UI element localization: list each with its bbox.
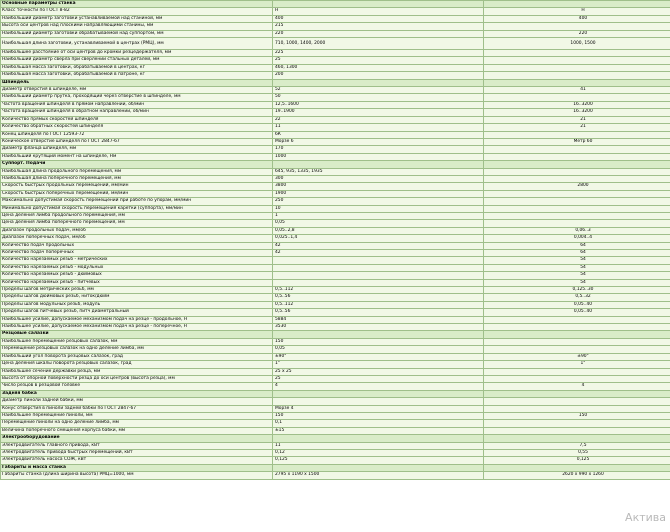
alt-value-cell: 0,05..40 xyxy=(484,309,670,316)
table-row xyxy=(1,38,670,50)
table-row xyxy=(1,30,670,37)
param-name-cell: Наибольшее усилие, допускаемое механизмом подач на резце - продольное, Н xyxy=(1,316,273,323)
value-cell: 2795 х 1190 х 1500 xyxy=(273,472,484,479)
param-name-cell: Диаметр фланца шпинделя, мм xyxy=(1,146,273,153)
param-name-cell: Диапазон поперечных подач, мм/об xyxy=(1,235,273,242)
param-name-cell: Конец шпинделя по ГОСТ 12593-72 xyxy=(1,131,273,138)
table-row xyxy=(1,220,670,227)
alt-value-cell xyxy=(484,64,670,71)
param-name-cell: Пределы шагов метрических резьб, мм xyxy=(1,287,273,294)
param-name-cell: Наибольший угол поворота резцовых салазок, град xyxy=(1,353,273,360)
section-header-row xyxy=(1,161,670,168)
table-row xyxy=(1,361,670,368)
param-name-cell: Наибольшее сечение державки резца, мм xyxy=(1,368,273,375)
param-name-cell: Максимально допустимая скорость перемещений при работе по упорам, мм/мин xyxy=(1,198,273,205)
param-name-cell: Электрооборудование xyxy=(1,435,273,442)
table-row xyxy=(1,205,670,212)
alt-value-cell xyxy=(484,168,670,175)
value-cell: 250 xyxy=(273,198,484,205)
param-name-cell: Скорость быстрых продольных перемещений, мм/мин xyxy=(1,183,273,190)
value-cell: Н xyxy=(273,8,484,15)
table-row xyxy=(1,257,670,264)
table-row xyxy=(1,8,670,15)
table-row xyxy=(1,287,670,294)
table-row xyxy=(1,309,670,316)
value-cell: 1 xyxy=(273,212,484,219)
table-row xyxy=(1,153,670,160)
alt-value-cell xyxy=(484,205,670,212)
table-row xyxy=(1,264,670,271)
param-name-cell: Цена деления лимба продольного перемещения, мм xyxy=(1,212,273,219)
param-name-cell: Конус отверстия в пиноли задней бабки по ГОСТ 2847-67 xyxy=(1,405,273,412)
table-row xyxy=(1,442,670,449)
table-row xyxy=(1,242,670,249)
alt-value-cell xyxy=(484,331,670,338)
value-cell: 0,5..56 xyxy=(273,309,484,316)
value-cell: 200 xyxy=(273,72,484,79)
alt-value-cell: 1° xyxy=(484,361,670,368)
table-row xyxy=(1,279,670,286)
param-name-cell: Наибольшее усилие, допускаемое механизмом подач на резце - поперечное, Н xyxy=(1,324,273,331)
alt-value-cell xyxy=(484,212,670,219)
alt-value-cell xyxy=(484,79,670,86)
param-name-cell: Количество обратных скоростей шпинделя xyxy=(1,124,273,131)
value-cell: 3800 xyxy=(273,183,484,190)
value-cell: 11 xyxy=(273,442,484,449)
param-name-cell: Количество нарезаемых резьб - модульных xyxy=(1,264,273,271)
param-name-cell: Коническое отверстие шпинделя по ГОСТ 2847-67 xyxy=(1,138,273,145)
value-cell: 0,12 xyxy=(273,449,484,456)
table-row xyxy=(1,168,670,175)
table-row xyxy=(1,250,670,257)
table-row xyxy=(1,15,670,22)
alt-value-cell: 220 xyxy=(484,30,670,37)
table-row xyxy=(1,138,670,145)
alt-value-cell xyxy=(484,375,670,382)
alt-value-cell xyxy=(484,435,670,442)
alt-value-cell xyxy=(484,324,670,331)
param-name-cell: Частота вращения шпинделя в обратном направлении, об/мин xyxy=(1,109,273,116)
table-row xyxy=(1,412,670,419)
param-name-cell: Число резцов в резцовой головке xyxy=(1,383,273,390)
param-name-cell: Перемещение пиноли на одно деление лимба, мм xyxy=(1,420,273,427)
value-cell xyxy=(273,435,484,442)
alt-value-cell xyxy=(484,1,670,8)
param-name-cell: Цена деления шкалы поворота резцовых салазок, град xyxy=(1,361,273,368)
section-header-row xyxy=(1,390,670,397)
table-row xyxy=(1,294,670,301)
param-name-cell: Пределы шагов питчевых резьб, питч диаметральный xyxy=(1,309,273,316)
param-name-cell: Количество нарезаемых резьб - дюймовых xyxy=(1,272,273,279)
value-cell xyxy=(273,464,484,471)
param-name-cell: Габариты станка (длина ширина высота) РМЦ=1000, мм xyxy=(1,472,273,479)
alt-value-cell: 2620 х 990 х 1260 xyxy=(484,472,670,479)
alt-value-cell xyxy=(484,23,670,30)
value-cell: 25 xyxy=(273,375,484,382)
param-name-cell: Электродвигатель привода быстрых перемещений, кВт xyxy=(1,449,273,456)
alt-value-cell: 16..3200 xyxy=(484,109,670,116)
alt-value-cell: 0,05..40 xyxy=(484,301,670,308)
table-row xyxy=(1,212,670,219)
table-row xyxy=(1,57,670,64)
value-cell: 50 xyxy=(273,94,484,101)
alt-value-cell xyxy=(484,190,670,197)
param-name-cell: Шпиндель xyxy=(1,79,273,86)
value-cell: 0,5..112 xyxy=(273,301,484,308)
param-name-cell: Минимально допустимая скорость перемещения каретки (суппорта), мм/мин xyxy=(1,205,273,212)
alt-value-cell: 21 xyxy=(484,124,670,131)
param-name-cell: Диаметр отверстия в шпинделе, мм xyxy=(1,87,273,94)
alt-value-cell: 21 xyxy=(484,116,670,123)
param-name-cell: Наибольший диаметр сверла при сверлении стальных деталей, мм xyxy=(1,57,273,64)
alt-value-cell xyxy=(484,72,670,79)
table-row xyxy=(1,94,670,101)
value-cell: 225 xyxy=(273,50,484,57)
table-row xyxy=(1,353,670,360)
table-row xyxy=(1,346,670,353)
alt-value-cell: 0,125 xyxy=(484,457,670,464)
table-row xyxy=(1,146,670,153)
value-cell: 11 xyxy=(273,124,484,131)
value-cell: 150 xyxy=(273,412,484,419)
value-cell: 5884 xyxy=(273,316,484,323)
section-header-row xyxy=(1,79,670,86)
param-name-cell: Величина поперечного смещения корпуса бабки, мм xyxy=(1,427,273,434)
value-cell xyxy=(273,257,484,264)
alt-value-cell xyxy=(484,198,670,205)
value-cell: 22 xyxy=(273,116,484,123)
alt-value-cell xyxy=(484,464,670,471)
alt-value-cell: Метр 60 xyxy=(484,138,670,145)
value-cell: 19..1900 xyxy=(273,109,484,116)
value-cell: 3530 xyxy=(273,324,484,331)
table-row xyxy=(1,183,670,190)
value-cell: 170 xyxy=(273,146,484,153)
param-name-cell: Диапазон продольных подач, мм/об xyxy=(1,227,273,234)
param-name-cell: Наибольшая длина поперечного перемещения, мм xyxy=(1,175,273,182)
value-cell: Морзе 4 xyxy=(273,405,484,412)
alt-value-cell xyxy=(484,316,670,323)
alt-value-cell: 0,06..3 xyxy=(484,227,670,234)
value-cell: ±15 xyxy=(273,427,484,434)
param-name-cell: Высота оси центров над плоскими направляющими станины, мм xyxy=(1,23,273,30)
param-name-cell: Частота вращения шпинделя в прямом направлении, об/мин xyxy=(1,101,273,108)
alt-value-cell xyxy=(484,175,670,182)
value-cell: 300 xyxy=(273,175,484,182)
alt-value-cell xyxy=(484,57,670,64)
value-cell: 4 xyxy=(273,383,484,390)
alt-value-cell xyxy=(484,131,670,138)
table-row xyxy=(1,72,670,79)
table-row xyxy=(1,383,670,390)
param-name-cell: Задняя бабка xyxy=(1,390,273,397)
table-row xyxy=(1,301,670,308)
value-cell: 0,1 xyxy=(273,420,484,427)
alt-value-cell: ±90° xyxy=(484,353,670,360)
table-row xyxy=(1,375,670,382)
alt-value-cell xyxy=(484,390,670,397)
table-row xyxy=(1,64,670,71)
value-cell xyxy=(273,1,484,8)
table-row xyxy=(1,472,670,479)
table-row xyxy=(1,457,670,464)
param-name-cell: Наибольшая длина заготовки, устанавливаемой в центрах (РМЦ), мм xyxy=(1,38,273,50)
table-row xyxy=(1,87,670,94)
alt-value-cell xyxy=(484,398,670,405)
value-cell xyxy=(273,264,484,271)
value-cell: ±90° xyxy=(273,353,484,360)
table-row xyxy=(1,272,670,279)
param-name-cell: Наибольший диаметр заготовки обрабатываемой над суппортом, мм xyxy=(1,30,273,37)
param-name-cell: Перемещение резцовых салазок на одно деление лимба, мм xyxy=(1,346,273,353)
value-cell: 1900 xyxy=(273,190,484,197)
value-cell: 42 xyxy=(273,250,484,257)
table-row xyxy=(1,227,670,234)
value-cell: 0,125 xyxy=(273,457,484,464)
value-cell: 215 xyxy=(273,23,484,30)
value-cell: 1000 xyxy=(273,153,484,160)
param-name-cell: Высота от опорной поверхности резца до оси центров (высота резца), мм xyxy=(1,375,273,382)
alt-value-cell xyxy=(484,50,670,57)
section-header-row xyxy=(1,1,670,8)
param-name-cell: Пределы шагов дюймовых резьб, ниток/дюйм xyxy=(1,294,273,301)
param-name-cell: Количество прямых скоростей шпинделя xyxy=(1,116,273,123)
alt-value-cell: 400 xyxy=(484,15,670,22)
table-row xyxy=(1,50,670,57)
param-name-cell: Наибольший крутящий момент на шпинделе, Нм xyxy=(1,153,273,160)
value-cell: 0,025..1,4 xyxy=(273,235,484,242)
value-cell: 0,5..56 xyxy=(273,294,484,301)
alt-value-cell: 41 xyxy=(484,87,670,94)
param-name-cell: Наибольший диаметр прутка, проходящий через отверстие в шпинделе, мм xyxy=(1,94,273,101)
alt-value-cell: 64 xyxy=(484,250,670,257)
value-cell: 645, 935, 1335, 1935 xyxy=(273,168,484,175)
alt-value-cell: 2800 xyxy=(484,183,670,190)
alt-value-cell: 7,5 xyxy=(484,442,670,449)
value-cell xyxy=(273,279,484,286)
alt-value-cell xyxy=(484,220,670,227)
param-name-cell: Электродвигатель главного привода, кВт xyxy=(1,442,273,449)
table-row xyxy=(1,190,670,197)
value-cell xyxy=(273,272,484,279)
table-row xyxy=(1,235,670,242)
param-name-cell: Резцовые салазки xyxy=(1,331,273,338)
value-cell xyxy=(273,161,484,168)
table-row xyxy=(1,23,670,30)
value-cell: 150 xyxy=(273,338,484,345)
section-header-row xyxy=(1,331,670,338)
alt-value-cell: 150 xyxy=(484,412,670,419)
table-row xyxy=(1,316,670,323)
table-row xyxy=(1,116,670,123)
param-name-cell: Количество подач поперечных xyxy=(1,250,273,257)
alt-value-cell xyxy=(484,346,670,353)
value-cell: 220 xyxy=(273,30,484,37)
alt-value-cell: 0,004..4 xyxy=(484,235,670,242)
table-row xyxy=(1,131,670,138)
param-name-cell: Наибольшее расстояние от оси центров до кромки резцедержателя, мм xyxy=(1,50,273,57)
param-name-cell: Основные параметры станка xyxy=(1,1,273,8)
alt-value-cell xyxy=(484,94,670,101)
value-cell: 710, 1000, 1400, 2000 xyxy=(273,38,484,50)
table-row xyxy=(1,109,670,116)
section-header-row xyxy=(1,435,670,442)
value-cell: 0,05 xyxy=(273,220,484,227)
param-name-cell: Цена деления лимба поперечного перемещения, мм xyxy=(1,220,273,227)
value-cell: 12,5..1600 xyxy=(273,101,484,108)
param-name-cell: Наибольшая масса заготовки, обрабатываемой в патроне, кг xyxy=(1,72,273,79)
table-row xyxy=(1,368,670,375)
param-name-cell: Скорость быстрых поперечных перемещений, мм/мин xyxy=(1,190,273,197)
alt-value-cell xyxy=(484,420,670,427)
param-name-cell: Наибольшая масса заготовки, обрабатываемой в центрах, кг xyxy=(1,64,273,71)
alt-value-cell: 54 xyxy=(484,279,670,286)
table-row xyxy=(1,124,670,131)
value-cell: 6К xyxy=(273,131,484,138)
alt-value-cell xyxy=(484,338,670,345)
alt-value-cell: 4 xyxy=(484,383,670,390)
section-header-row xyxy=(1,464,670,471)
param-name-cell: Класс точности по ГОСТ 8-82 xyxy=(1,8,273,15)
value-cell: 25 х 25 xyxy=(273,368,484,375)
alt-value-cell: 0,5..32 xyxy=(484,294,670,301)
value-cell: 0,5..112 xyxy=(273,287,484,294)
alt-value-cell xyxy=(484,153,670,160)
alt-value-cell xyxy=(484,161,670,168)
table-row xyxy=(1,405,670,412)
alt-value-cell: 64 xyxy=(484,242,670,249)
value-cell: 0,05..2,8 xyxy=(273,227,484,234)
alt-value-cell xyxy=(484,146,670,153)
value-cell xyxy=(273,390,484,397)
table-row xyxy=(1,198,670,205)
param-name-cell: Диаметр пиноли задней бабки, мм xyxy=(1,398,273,405)
value-cell: 42 xyxy=(273,242,484,249)
value-cell: Морзе 6 xyxy=(273,138,484,145)
param-name-cell: Наибольшая длина продольного перемещения, мм xyxy=(1,168,273,175)
table-row xyxy=(1,420,670,427)
alt-value-cell xyxy=(484,405,670,412)
alt-value-cell xyxy=(484,368,670,375)
table-row xyxy=(1,449,670,456)
value-cell xyxy=(273,79,484,86)
table-row xyxy=(1,427,670,434)
table-row xyxy=(1,175,670,182)
value-cell xyxy=(273,331,484,338)
table-row xyxy=(1,324,670,331)
alt-value-cell: 54 xyxy=(484,257,670,264)
value-cell: 52 xyxy=(273,87,484,94)
table-row xyxy=(1,338,670,345)
value-cell: 0,05 xyxy=(273,346,484,353)
param-name-cell: Количество нарезаемых резьб - питчевых xyxy=(1,279,273,286)
alt-value-cell: Н xyxy=(484,8,670,15)
table-row xyxy=(1,101,670,108)
alt-value-cell: 0,55 xyxy=(484,449,670,456)
alt-value-cell: 54 xyxy=(484,264,670,271)
param-name-cell: Электродвигатель насоса СОЖ, кВт xyxy=(1,457,273,464)
param-name-cell: Наибольшее перемещение пиноли, мм xyxy=(1,412,273,419)
windows-activation-watermark: Актива xyxy=(625,511,666,524)
alt-value-cell: 0,125..30 xyxy=(484,287,670,294)
param-name-cell: Габариты и масса станка xyxy=(1,464,273,471)
param-name-cell: Количество нарезаемых резьб - метрических xyxy=(1,257,273,264)
value-cell: 10 xyxy=(273,205,484,212)
param-name-cell: Количество подач продольных xyxy=(1,242,273,249)
alt-value-cell xyxy=(484,427,670,434)
param-name-cell: Наибольшее перемещение резцовых салазок, мм xyxy=(1,338,273,345)
value-cell: 25 xyxy=(273,57,484,64)
param-name-cell: Наибольший диаметр заготовки устанавливаемой над станиной, мм xyxy=(1,15,273,22)
value-cell: 1° xyxy=(273,361,484,368)
value-cell: 460, 1300 xyxy=(273,64,484,71)
param-name-cell: Суппорт. Подачи xyxy=(1,161,273,168)
value-cell xyxy=(273,398,484,405)
alt-value-cell: 54 xyxy=(484,272,670,279)
alt-value-cell: 16..3200 xyxy=(484,101,670,108)
alt-value-cell: 1000, 1500 xyxy=(484,38,670,50)
param-name-cell: Пределы шагов модульных резьб, модуль xyxy=(1,301,273,308)
value-cell: 400 xyxy=(273,15,484,22)
table-row xyxy=(1,398,670,405)
